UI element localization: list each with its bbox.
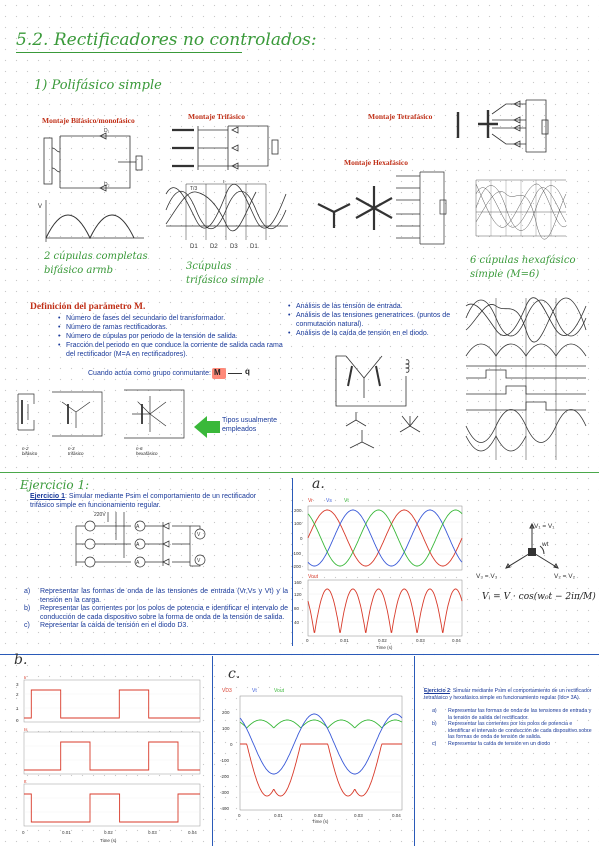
- ejercicio2-list: [432, 708, 592, 748]
- phasor-diagram: [476, 512, 596, 584]
- bifasico-circuit: [38, 128, 148, 196]
- definicion-item: • Número de ramas rectificadoras.: [58, 323, 286, 332]
- xtick-label: 0.03: [148, 830, 157, 835]
- d3-label: D3: [230, 244, 238, 250]
- voltmeter-label: V: [197, 532, 201, 538]
- series-ir-label: Ir: [24, 676, 27, 680]
- period-label: T: [222, 180, 226, 185]
- phasor-v2: V₂ = V₂: [554, 573, 576, 580]
- xaxis-label: Time (s): [100, 838, 117, 843]
- ejercicio2-statement: [424, 688, 594, 701]
- legend-vout: Vout: [308, 574, 319, 580]
- ammeter-label: A: [136, 560, 140, 566]
- ytick-label: -100: [220, 758, 230, 763]
- definicion-item: • Número de fases del secundario del transformador.: [58, 314, 286, 323]
- m-label: M: [214, 368, 221, 377]
- d1-label: D1: [190, 244, 198, 250]
- ejercicio1-item: b) Representar las corrientes por los polos de potencia e identificar el intervalo de conducción de cada dispositivo sobre la forma de onda de la tensión de salida.: [24, 605, 288, 621]
- xtick-label: 0: [238, 813, 241, 818]
- ytick-label: 200: [222, 710, 230, 715]
- series-is-label: Is: [24, 727, 28, 732]
- part-b-border: [212, 656, 213, 846]
- ytick-label: 100: [222, 726, 230, 731]
- svg-text:V: V: [38, 204, 43, 210]
- d2-label: D2: [210, 244, 218, 250]
- ejercicio1-heading: Ejercicio 1:: [20, 478, 90, 492]
- legend-vs: Vs: [326, 498, 332, 504]
- analisis-item: • Análisis de las tensión de entrada.: [288, 302, 458, 311]
- ytick-label: 80: [294, 606, 300, 611]
- phasor-v1: V₁ = V₁: [534, 523, 555, 530]
- montaje-bifasico-title: Montaje Bifásico/monofásico: [42, 116, 135, 125]
- ytick-label: 40: [294, 620, 300, 625]
- ytick-label: 1: [16, 706, 19, 711]
- xtick-label: 0: [306, 638, 309, 643]
- trifasico-circuit: [168, 120, 286, 178]
- tetrafasico-circuit: [448, 92, 558, 166]
- ytick-label: 0: [300, 536, 303, 541]
- xtick-label: 0.04: [188, 830, 197, 835]
- svg-text:D₁: D₁: [104, 128, 110, 134]
- page-heading: 5.2. Rectificadores no controlados:: [16, 30, 317, 50]
- ytick-label: 200: [294, 508, 302, 513]
- xaxis-label: Time (s): [376, 645, 393, 650]
- analisis-sketch: [326, 346, 452, 466]
- ejercicio1-text: : Simular mediante Psim el comportamiento de un rectificador trifásico simple en funcionamiento regular.: [30, 493, 257, 509]
- legend-vout: Vout: [274, 688, 285, 694]
- xtick-label: 0.01: [62, 830, 71, 835]
- analisis-list: [288, 302, 458, 338]
- arrow-left-shaft: [206, 421, 220, 433]
- section-subheading: 1) Polifásico simple: [34, 78, 162, 93]
- xtick-label: 0.02: [314, 813, 323, 818]
- ytick-label: 100: [294, 521, 302, 526]
- conmutacion-waves: [458, 296, 594, 464]
- ejercicio1-label: Ejercicio 1: [30, 493, 66, 500]
- bifasico-note: 2 cúpulas completas bifásico armb: [44, 251, 148, 276]
- ytick-label: 2: [16, 692, 19, 697]
- ytick-label: -100: [292, 551, 302, 556]
- ytick-label: 3: [16, 682, 19, 687]
- legend-vt: Vt: [344, 498, 349, 504]
- tipo-trifasico-label: n-3 trifásico: [68, 446, 84, 456]
- ammeter-label: A: [136, 524, 140, 530]
- part-c-letter: c.: [228, 666, 241, 682]
- xtick-label: 0.02: [104, 830, 113, 835]
- ytick-label: 120: [294, 592, 302, 597]
- part-b-charts: [8, 676, 204, 846]
- part-b-letter: b.: [14, 652, 28, 668]
- part-c-chart: [218, 684, 408, 824]
- ejercicio2-item: c) Representar la caída de tensión en un diodo: [432, 740, 551, 747]
- ytick-label: -200: [292, 564, 302, 569]
- third-period-label: T/3: [190, 186, 198, 192]
- tipos-label: Tipos usualmente empleados: [222, 417, 277, 433]
- montaje-trifasico-title: Montaje Trifásico: [188, 112, 246, 121]
- heading-underline: [16, 52, 242, 53]
- ytick-label: -300: [220, 790, 230, 795]
- part-a-letter: a.: [312, 476, 325, 492]
- part-a-chart-top: [292, 494, 468, 574]
- analisis-item: • Análisis de la caída de tensión en el diodo.: [288, 329, 458, 338]
- tipos-diagrams: [12, 384, 192, 448]
- ejercicio1-item: a) Representar las formas de onda de las tensiones de entrada (Vr,Vs y Vt) y la tensión en la carga.: [24, 588, 288, 604]
- definicion-item: • Fracción del periodo en que conduce la corriente de salida cada rama del rectificador (M=A en rectificadores).: [58, 341, 286, 359]
- ejercicio2-text: : Simular mediante Psim el comportamiento de un rectificador tetrafásico y hexafásico simple en funcionamiento regular (Idc= 3A).: [424, 688, 592, 701]
- ejercicio2-item: b) Representar las corrientes por los polos de potencia e identificar el intervalo de conducción de cada dispositivo sobre las formas de onda de tensión de salida.: [432, 721, 592, 741]
- ytick-label: -400: [220, 806, 230, 811]
- section-divider: [0, 472, 599, 473]
- tipo-hexafasico-label: n-6 hexafásico: [136, 446, 158, 456]
- arrow-right-icon: [228, 373, 242, 374]
- series-it-label: It: [24, 779, 27, 784]
- svg-text:D₂: D₂: [104, 182, 110, 188]
- tipo-bifasico-label: n-2 bifásico: [22, 446, 38, 456]
- phase-voltage-formula: Vᵢ = V · cos(w₀t − 2iπ/M): [482, 592, 596, 602]
- d1b-label: D1: [250, 244, 258, 250]
- trifasico-wave: [162, 180, 292, 252]
- xtick-label: 0: [22, 830, 25, 835]
- conmutante-label: Cuando actúa como grupo conmutante:: [88, 370, 211, 377]
- phasor-wt: wt: [542, 541, 549, 548]
- analisis-item: • Análisis de las tensiones generatrices. (puntos de conmutación natural).: [288, 311, 458, 329]
- xtick-label: 0.04: [392, 813, 401, 818]
- definicion-item: • Número de cúpulas por periodo de la tensión de salida.: [58, 332, 286, 341]
- legend-vd3: VD3: [222, 688, 232, 694]
- xtick-label: 0.03: [416, 638, 425, 643]
- ejercicio2-item: a) Representar las formas de onda de las tensiones de entrada y la tensión de salida del rectificador.: [432, 708, 592, 721]
- hexafasico-note: 6 cúpulas hexafásico simple (M=6): [470, 255, 576, 280]
- hexafasico-wave: [462, 176, 572, 248]
- ytick-label: 0: [16, 718, 19, 723]
- phasor-v3: V₃ = V₃: [476, 573, 498, 580]
- montaje-tetrafasico-title: Montaje Tetrafásico: [368, 112, 433, 121]
- definicion-title: Definición del parámetro M.: [30, 302, 146, 312]
- q-label: q: [245, 367, 250, 376]
- ejercicio1-circuit: [68, 508, 218, 584]
- xtick-label: 0.01: [340, 638, 349, 643]
- ytick-label: 160: [294, 580, 302, 585]
- xtick-label: 0.04: [452, 638, 461, 643]
- xtick-label: 0.03: [354, 813, 363, 818]
- voltmeter-label: V: [197, 558, 201, 564]
- legend-vr: Vr: [308, 498, 313, 504]
- legend-vt: Vt: [252, 688, 257, 694]
- definicion-list: [58, 314, 286, 359]
- trifasico-note: 3cúpulas trifásico simple: [186, 261, 265, 286]
- xaxis-label: Time (s): [312, 819, 329, 824]
- xtick-label: 0.02: [378, 638, 387, 643]
- montaje-hexafasico-title: Montaje Hexafásico: [344, 158, 408, 167]
- circuit-voltage: 220V: [94, 512, 106, 518]
- hexafasico-circuit: [312, 168, 462, 250]
- row-divider: [0, 654, 599, 655]
- ejercicio1-item: c) Representar la caída de tensión en el diodo D3.: [24, 622, 189, 630]
- bifasico-wave: [38, 198, 148, 246]
- ejercicio2-label: Ejercicio 2: [424, 688, 450, 694]
- ejercicio1-list: [24, 588, 288, 631]
- ytick-label: -200: [220, 774, 230, 779]
- xtick-label: 0.01: [274, 813, 283, 818]
- part-c-border: [414, 656, 415, 846]
- ammeter-label: A: [136, 542, 140, 548]
- part-a-chart-bottom: [292, 572, 468, 652]
- ytick-label: 0: [230, 742, 233, 747]
